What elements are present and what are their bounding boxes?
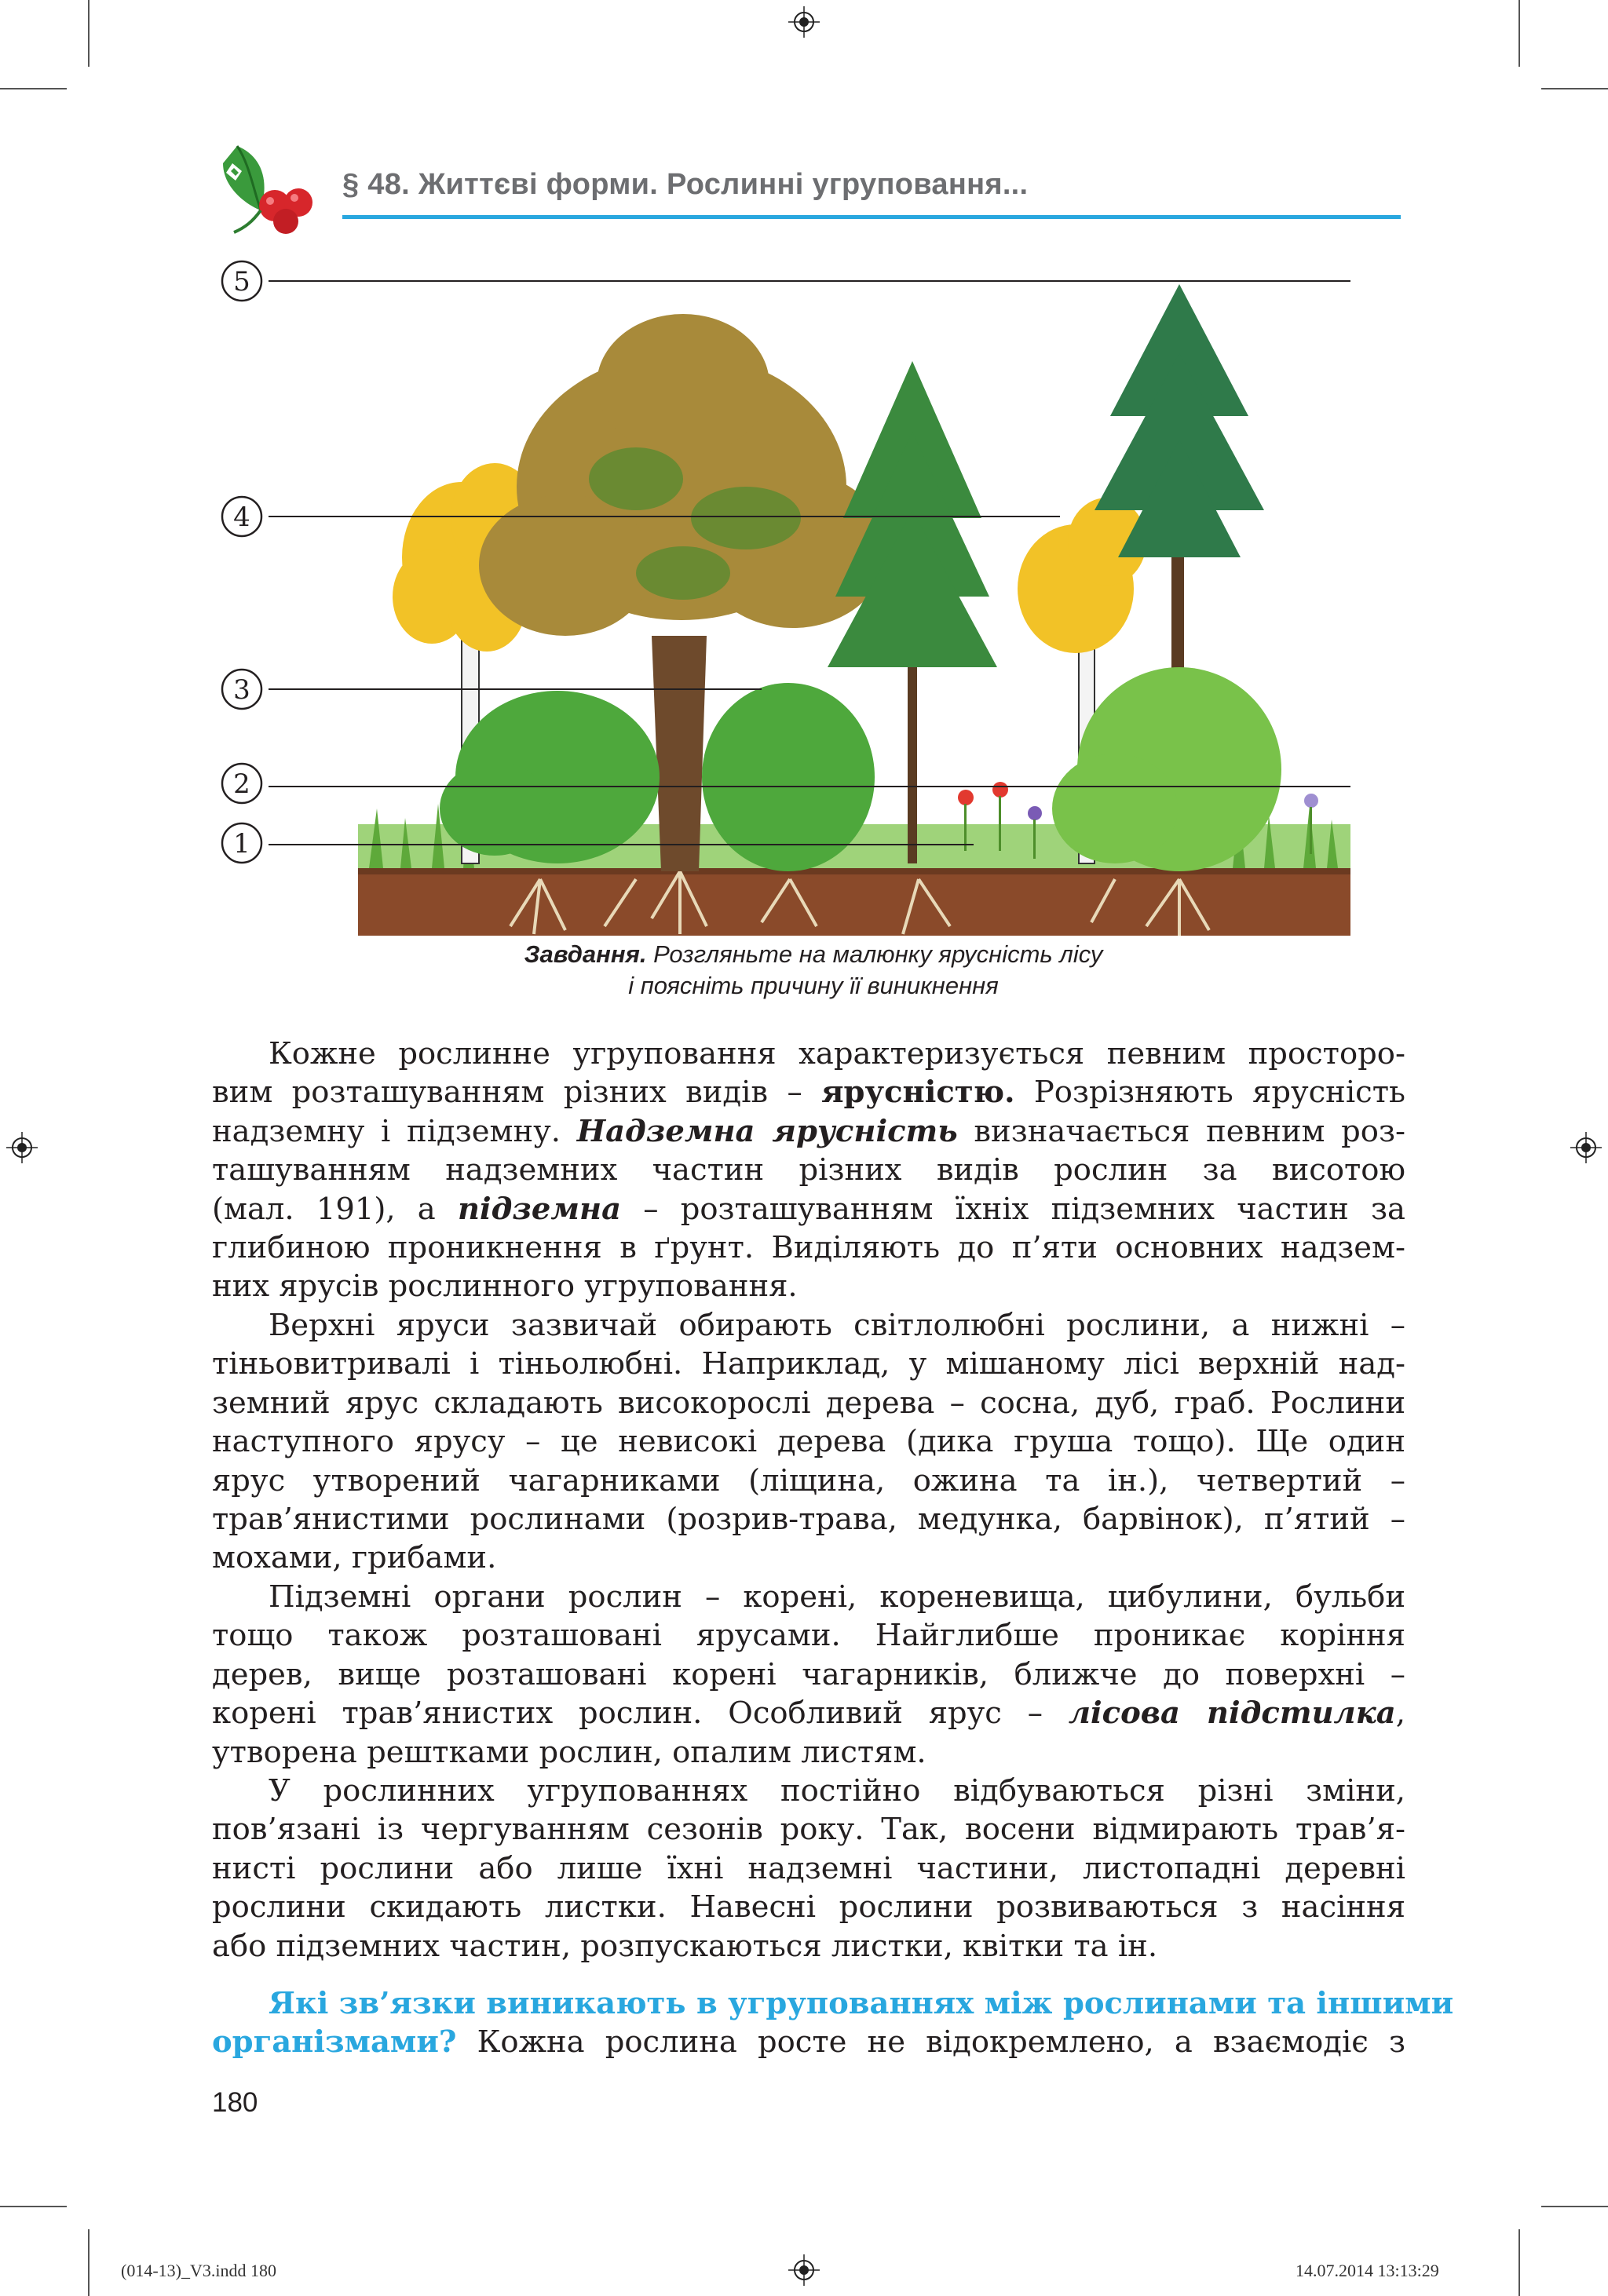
paragraph-3	[212, 1578, 1405, 1772]
term-yarusnist: ярусністю.	[821, 1075, 1015, 1111]
text-line: мохами, грибами.	[212, 1540, 497, 1576]
text-line: трав’янистими рослинами (розрив-трава, медунка, барвінок), п’ятий –	[212, 1502, 1405, 1538]
term-underground: підземна	[457, 1191, 622, 1227]
spruce-tree	[828, 361, 997, 667]
text-line: нисті рослини або лише їхні надземні частини, листопадні деревні	[212, 1850, 1405, 1886]
text-line: тіньовитривалі і тіньолюбні. Наприклад, у мішаному лісі верхній над-	[212, 1346, 1405, 1382]
text-line: утворена рештками рослин, опалим листям.	[212, 1734, 926, 1770]
crop-mark	[1518, 0, 1520, 67]
svg-text:1: 1	[233, 828, 250, 860]
text-line: (мал. 191), а підземна – розташуванням їхніх підземних частин за	[212, 1191, 1405, 1227]
caption-line-1: Розгляньте на малюнку ярусність лісу	[653, 940, 1103, 968]
text-line: вим розташуванням різних видів – ярусністю. Розрізняють ярусність	[212, 1075, 1405, 1111]
text-line: ярус утворений чагарниками (ліщина, ожина та ін.), четвертий –	[212, 1462, 1405, 1498]
text-line: тощо також розташовані ярусами. Найглибше проникає коріння	[212, 1618, 1405, 1654]
crop-mark	[0, 88, 67, 89]
oak-trunk	[652, 636, 707, 871]
text-line: ташуванням надземних частин різних видів рослин за висотою	[212, 1152, 1405, 1188]
text-line: них ярусів рослинного угруповання.	[212, 1268, 798, 1305]
figure-caption	[342, 939, 1285, 1002]
svg-text:4: 4	[233, 502, 250, 533]
registration-mark-icon	[788, 6, 820, 38]
text-line: корені трав’янистих рослин. Особливий ярус – лісова підстилка,	[212, 1696, 1405, 1732]
tier-label-5	[222, 261, 261, 301]
forest-layers-illustration	[212, 259, 1358, 936]
section-title: § 48. Життєві форми. Рослинні угруповання...	[342, 168, 1029, 201]
text-line: наступного ярусу – це невисокі дерева (дика груша тощо). Ще один	[212, 1424, 1405, 1460]
question-heading: Які зв’язки виникають в угрупованнях між рослинами та іншими	[269, 1986, 1454, 2021]
text-line: глибиною проникнення в ґрунт. Виділяють до п’яти основних надзем-	[212, 1230, 1405, 1266]
text-line: Верхні яруси зазвичай обирають світлолюбні рослини, а нижні –	[269, 1308, 1405, 1343]
paragraph-1	[212, 1035, 1405, 1306]
crop-mark	[1541, 2206, 1608, 2207]
text-line: організмами? Кожна рослина росте не відокремлено, а взаємодіє з	[212, 2024, 1405, 2061]
registration-mark-icon	[6, 1132, 38, 1163]
crop-mark	[0, 2206, 67, 2207]
registration-mark-icon	[788, 2254, 820, 2286]
header-rule	[342, 215, 1401, 219]
text-line: або підземних частин, розпускаються листки, квітки та ін.	[212, 1928, 1158, 1964]
tier-label-3	[222, 670, 261, 709]
crop-mark	[1541, 88, 1608, 89]
caption-line-2: і поясніть причину її виникнення	[628, 972, 999, 999]
leaf-berries-logo-icon	[206, 140, 319, 239]
registration-mark-icon	[1570, 1132, 1602, 1163]
tier-label-2	[222, 764, 261, 803]
crop-mark	[1518, 2229, 1520, 2296]
crop-mark	[88, 2229, 90, 2296]
text-line: У рослинних угрупованнях постійно відбуваються різні зміни,	[269, 1773, 1405, 1809]
slug-date: 14.07.2014 13:13:29	[1296, 2261, 1439, 2280]
text-line: дерев, вище розташовані корені чагарників, ближче до поверхні –	[212, 1656, 1405, 1692]
text-line: пов’язані із чергуванням сезонів року. Так, восени відмирають трав’я-	[212, 1812, 1405, 1848]
tier-label-1	[222, 823, 261, 863]
page-number: 180	[212, 2087, 258, 2118]
term-above-ground: Надземна ярусність	[576, 1113, 958, 1149]
crop-mark	[88, 0, 90, 67]
tier-label-4	[222, 497, 261, 536]
shrub	[702, 683, 875, 871]
caption-task-word: Завдання.	[524, 940, 647, 968]
svg-text:2: 2	[233, 768, 250, 800]
text-line: Підземні органи рослин – корені, кореневища, цибулини, бульби	[269, 1579, 1405, 1615]
svg-text:5: 5	[233, 266, 250, 297]
paragraph-2	[212, 1306, 1405, 1578]
paragraph-5	[212, 1984, 1454, 2062]
text-line: рослини скидають листки. Навесні рослини розвиваються з насіння	[212, 1889, 1405, 1926]
soil-layer	[358, 870, 1350, 936]
birch-crown-right	[1018, 498, 1146, 653]
text-line: надземну і підземну. Надземна ярусність визначається певним роз-	[212, 1113, 1405, 1149]
text-line: земний ярус складають високорослі дерева – сосна, дуб, граб. Рослини	[212, 1385, 1405, 1421]
slug-file: (014-13)_V3.indd 180	[121, 2261, 276, 2280]
term-forest-litter: лісова підстилка	[1068, 1696, 1396, 1732]
svg-text:3: 3	[233, 674, 250, 706]
text-line: Кожне рослинне угруповання характеризується певним просторо-	[269, 1036, 1405, 1071]
paragraph-4	[212, 1772, 1405, 1966]
